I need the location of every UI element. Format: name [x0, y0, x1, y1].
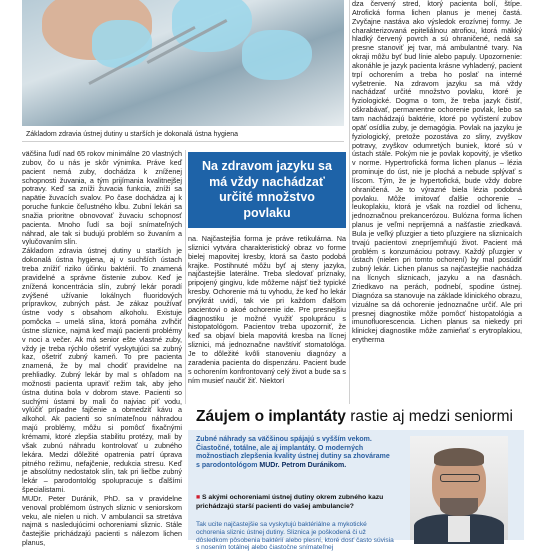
pull-quote: Na zdravom jazyku sa má vždy nachádzať určité množstvo povlaku	[188, 152, 346, 228]
column-divider	[349, 0, 350, 404]
article-column-middle	[188, 235, 346, 403]
interview-answer: Tak ucite najčastejšie sa vyskytujú baktériálne a mykotické ochorenia sliznic ústnej dutiny. Sliznica je poškodená či už dôsledkom pôsobenia baktérií alebo plesní, ktoré dosť často súvisia s nosením totálnej alebo čiastočne snímateľnej	[196, 521, 394, 552]
paragraph: na. Najčastejšia forma je práve retikulárna. Na sliznici vytvára charakteristický obraz vo forme bielej mapovitej kresby, ktorá sa často podobá krajke. Postihnuté môžu byť aj steny jazyka, najčastejšie laterálne. Treba sledovať príznaky, pripojený gingivu, kde môžeme nájsť tiež typické kresby. Ochorenie má tu vyhodu, že keď ho lekár prvýkrát uvidí, tak vie pri každom ďalšom pacientovi o akoé ochorenie ide. Pre presnejšiu diagnostiku je možné využiť spoluprácu s histopatológom. Pacientov treba upozorniť, že keď sa objaví biela mapovitá kresba na lícnej sliznici, má jednoznačne navštíviť stomatológa. Je to dôležité kvôli stanoveniu diagnózy a zaradenia pacienta do dispenzáru. Pacient bude s ochorením konfrontovaný celý život a bude sa s ním musieť naučiť žiť. Niektorí	[188, 234, 346, 385]
headline-bold: Záujem o implantáty	[196, 408, 346, 425]
doctor-portrait	[410, 436, 508, 540]
article-column-right	[352, 0, 522, 392]
photo-caption: Základom zdravia ústnej dutiny u starších je dokonalá ústna hygiena	[22, 128, 344, 142]
paragraph: väčšina ľudí nad 65 rokov minimálne 20 vlastných zubov, čo u nás je skôr výnimka. Práve keď pacient nemá zuby, dochádza k zníženej schopnosti žuvania, a tým prijímania kvalitnejšej potravy. Keď sa zníži žuvacia funkcia, zníži sa napätie žuvacích svalov. Po čase dochádza aj k poruche funkcie čeľustného kĺbu. Zubní lekári sa snažia prioritne obnovovať žuvaciu schopnosť pacienta. Mnoho ľudí sa bojí snímateľných náhrad, ale tak si budujú problém so žuvaním a vylučovaním slín.	[22, 149, 182, 247]
article-headline	[196, 404, 526, 430]
lead-name: MUDr. Petrom Duránikom.	[259, 461, 347, 469]
paragraph: MUDr. Peter Duránik, PhD. sa v pravidelne venoval problémom ústnych sliznic v seniorskom veku, ale nielen u nich. V ambulancii sa stretáva najmä s nasledujúcimi ochoreniami sliznic. Stále častejšie prichádzajú pacienti s nálezom lichen planus,	[22, 493, 182, 548]
paragraph: Základom zdravia ústnej dutiny u starších je dokonalá ústna hygiena, aj v suchších ústach treba znížiť riziko účinku baktérií. To znamená pravidelné a správne čistenie zubov. Keď je znížená koncentrácia slín, zubný lekár poradí zvýšené užívanie lokálnych fluoridových prípravkov, zubných pást. Je zákaz používať ústne vody s obsahom alkoholu. Existuje pomôcka – umelá slina, ktorá pomáha zvlhčiť ústne sliznice, najmä keď majú pacienti problémy v noci a večer. Ak má senior ešte vlastné zuby, vždy je treba rýchlo ošetriť vyskytujúci sa zubný kaz, ošetriť zubný kameň. To pre pacienta znamená, že by mal chodiť pravidelne na prehliadky. Zubný lekár by mal s ohľadom na možnosti pacienta upraviť režim tak, aby jeho ústna dutina bola v dobrom stave. Pacienti so suchými ústami by mali čo najviac piť vodu, vylúčiť prípadne fajčenie a obmedziť kávu a alkohol. Ak pacienti so snímateľnou náhradou majú problémy, môžu si pomôcť fixačnými krémami, ktoré zlepšia stabilitu protézy, mali by však zubnú náhradu kontrolovať u zubného lekára. Medzi dôležité opatrenia patrí úprava pitného režimu, nefajčenie, redukcia stresu. Keď je absolútny nedostatok slín, tak pri liečbe zubný lekár – parodontológ spolupracuje s ďalšími špecialistami.	[22, 246, 182, 495]
paragraph: dza červený stred, ktorý pacienta bolí, štípe. Atrofická forma lichen planus je menej častá. Zvyčajne nastáva ako výsledok erozívnej formy. Je charakterizovaná epiteliálnou atrofiou, ktorá mäkký hladký červený povrch a sú ohraničené, nedá sa presne stanoviť jej tvar, má ambulantné tvary. Na okraji môžu byť bud línie alebo papuly. Upozornenie: akonáhle je jazyk pacienta krásne vyhladený, pacient trpí ochorením a treba ho poslať na interné vyšetrenie. Na zdravom jazyku sa má vždy nachádzať určité množstvo povlaku, ktoré je fyziologické. Dogma o tom, že treba jazyk čistiť, oškrabávať, permanentne ochorenie povlak, lebo sa tam nachádzajú baktérie, ktoré po vyčistení zubov opäť osídlia zuby, je demagógia. Povlak na jazyku je fyziologický, pretože pozostáva zo sliny, zvyškov potravy, zvyškov odumretých buniek, ktoré sú v ústach stále. Pokým nie je povlak kopovitý, je všetko v norme. Hypertrofická forma lichen planus – lézia prominuje do úst, nie je plochá a nebude splývať s líscom. Tým, že je hypertofická, bude vždy dobre ohraničená. Je to výrazné biela lézia podobná povlaku. Môže imitovať ďalšie ochorenie – leukoplakiu, ktorá je však na rozdiel od lichenu, jednoznačnou prekancerózou. Bulózna forma lichen planus je veľmi neprijemná a našťastie zriedkavá. Bula je veľký pľuzgier a tieto pľuzgiere na sliznicaích trvajú pacientovi znepríjemňujú život. Pacient má problém s konzumáciou potravy. Každý pľuzgier v ústach (nielen pri tomto ochorení) by mal posúdiť zubný lekár. Lichen planus sa najčastejšie nachádza na lícnych sliznicach, jazyku a na ďasnách. Zriedkavo na perách, podnebí, spodine ústnej. Diagnóza sa stanovuje na základe klinického obrazu, vizuálne sa dá ochorenie jednoznačne určiť. Ale pri presnej diagnostike môže pomôcť histopatológia a imunofluorescencia. Lichen planus sa niekedy pri klinickej diagnostike môže zamieňať s erytroplakiou, erytherma	[352, 0, 522, 345]
column-divider	[185, 150, 186, 404]
interview-box	[188, 430, 524, 552]
lead-text: Zubné náhrady sa väčšinou spájajú s vyšším vekom. Čiastočné, totálne, ale aj implantáty. O moderných možnostiach zlepšenia kvality ústnej dutiny sa zhovárame s parodontológom	[196, 436, 390, 469]
question-text: S akými ochoreniami ústnej dutiny okrem zubného kazu prichádzajú starší pacienti do vašej ambulancie?	[196, 494, 384, 510]
interview-question	[196, 494, 396, 511]
headline-rest: rastie aj medzi seniormi	[350, 408, 513, 425]
bullet-icon: ■	[196, 494, 202, 501]
article-column-left	[22, 149, 182, 548]
interview-lead	[196, 436, 394, 470]
article-photo	[22, 0, 344, 126]
